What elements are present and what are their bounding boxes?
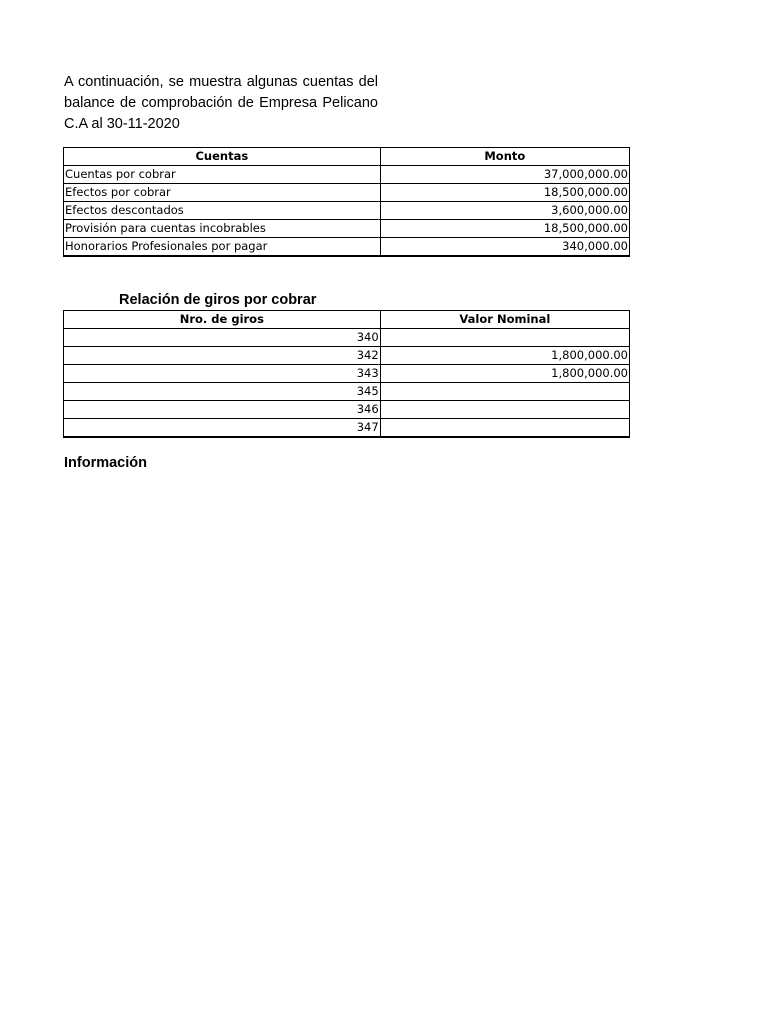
account-name-cell: Cuentas por cobrar xyxy=(64,166,381,184)
table-row xyxy=(64,365,630,383)
draft-number-cell: 343 xyxy=(64,365,381,383)
info-heading: Información xyxy=(64,455,147,471)
draft-value-cell xyxy=(380,401,629,419)
account-name-cell: Efectos por cobrar xyxy=(64,184,381,202)
account-name-cell: Provisión para cuentas incobrables xyxy=(64,220,381,238)
account-amount-cell: 3,600,000.00 xyxy=(380,202,629,220)
draft-value-cell: 1,800,000.00 xyxy=(380,347,629,365)
table-row xyxy=(64,419,630,438)
table-row xyxy=(64,184,630,202)
draft-number-cell: 345 xyxy=(64,383,381,401)
table-row xyxy=(64,166,630,184)
account-amount-cell: 37,000,000.00 xyxy=(380,166,629,184)
account-amount-cell: 18,500,000.00 xyxy=(380,220,629,238)
account-amount-cell: 340,000.00 xyxy=(380,238,629,257)
draft-value-cell xyxy=(380,329,629,347)
drafts-header-row xyxy=(64,311,630,329)
table-row xyxy=(64,220,630,238)
table-row xyxy=(64,347,630,365)
accounts-header-cuentas: Cuentas xyxy=(64,148,381,166)
table-row xyxy=(64,202,630,220)
drafts-header-nro: Nro. de giros xyxy=(64,311,381,329)
account-amount-cell: 18,500,000.00 xyxy=(380,184,629,202)
draft-number-cell: 342 xyxy=(64,347,381,365)
account-name-cell: Honorarios Profesionales por pagar xyxy=(64,238,381,257)
draft-number-cell: 346 xyxy=(64,401,381,419)
table-row xyxy=(64,401,630,419)
draft-number-cell: 340 xyxy=(64,329,381,347)
draft-value-cell xyxy=(380,383,629,401)
draft-value-cell xyxy=(380,419,629,438)
accounts-header-row xyxy=(64,148,630,166)
accounts-header-monto: Monto xyxy=(380,148,629,166)
table-row xyxy=(64,238,630,257)
drafts-section-title: Relación de giros por cobrar xyxy=(119,292,317,308)
drafts-header-valor: Valor Nominal xyxy=(380,311,629,329)
drafts-table xyxy=(63,310,630,438)
accounts-table xyxy=(63,147,630,257)
draft-value-cell: 1,800,000.00 xyxy=(380,365,629,383)
table-row xyxy=(64,329,630,347)
intro-paragraph: A continuación, se muestra algunas cuentas del balance de comprobación de Empresa Pelicano C.A al 30-11-2020 xyxy=(64,74,378,132)
account-name-cell: Efectos descontados xyxy=(64,202,381,220)
draft-number-cell: 347 xyxy=(64,419,381,438)
table-row xyxy=(64,383,630,401)
